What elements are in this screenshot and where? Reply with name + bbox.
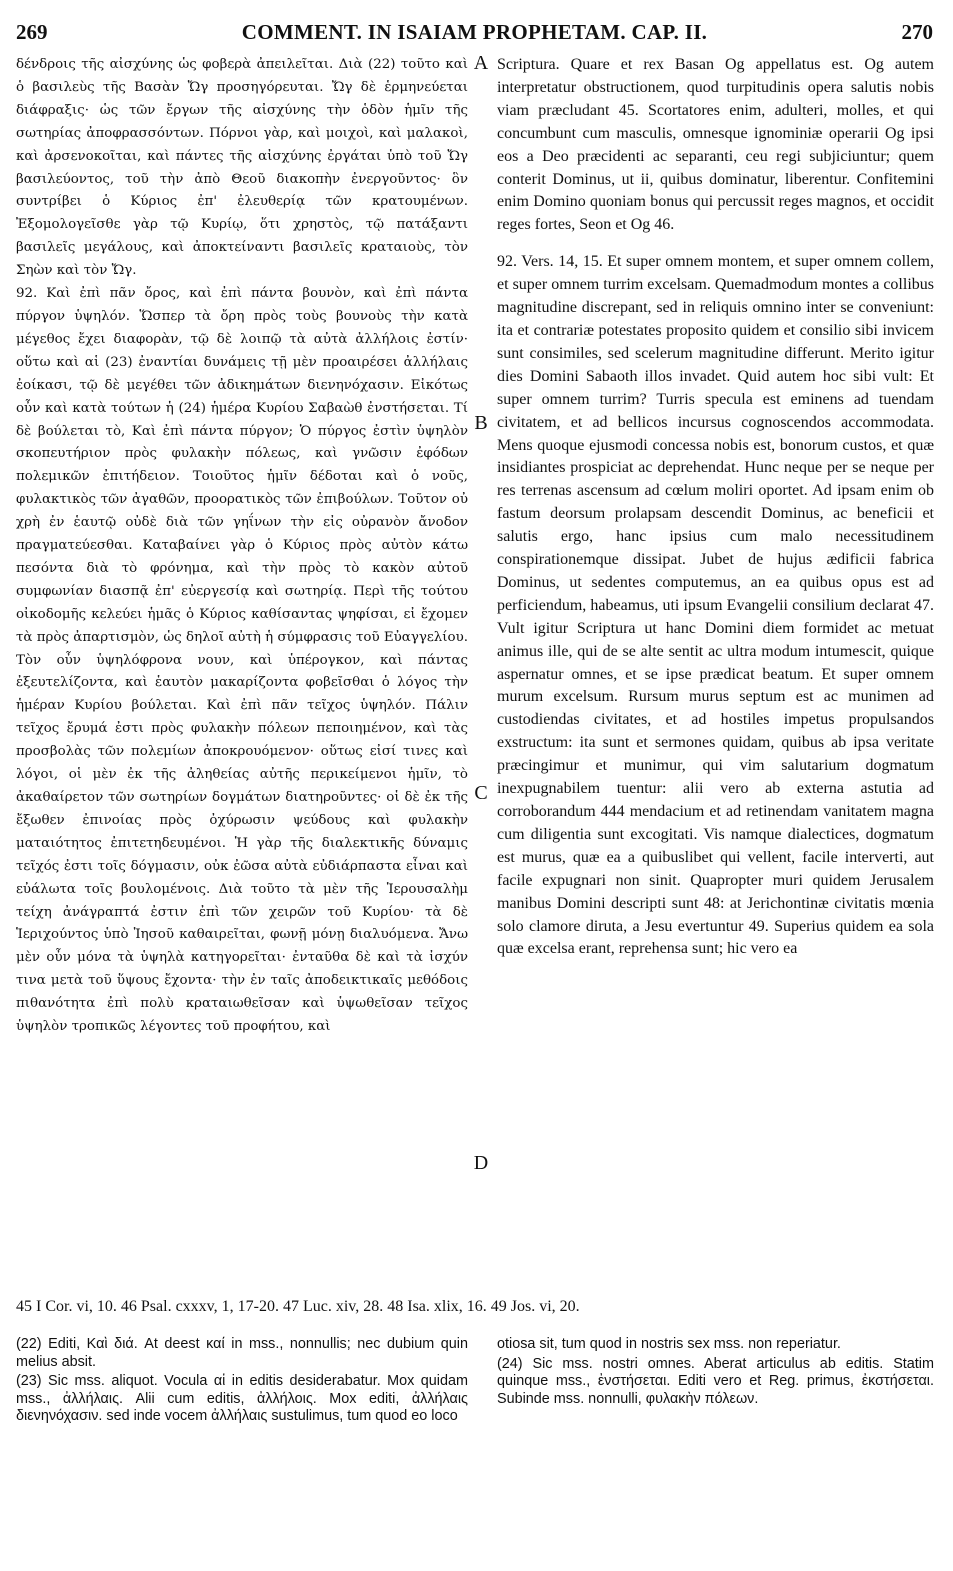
greek-column: [16, 54, 468, 1039]
paragraph-gap: [497, 237, 934, 251]
section-marker-c: C: [474, 782, 488, 804]
page-number-left: 269: [16, 19, 48, 44]
latin-column: [497, 54, 934, 961]
footnote: (24) Sic mss. nostri omnes. Aberat articulus ab editis. Statim quinque mss., ἐνστήσεται. Editi vero et Reg. primus, ἐκστήσεται. Subinde mss. nonnulli, φυλακὴν πόλεων.: [497, 1355, 934, 1407]
section-marker-b: B: [474, 412, 488, 434]
latin-paragraph-1: Scriptura. Quare et rex Basan Og appellatus est. Og autem interpretatur obstructionem, quod turpitudinis opera salutis nobis viam præcludant 45. Scortatores enim, adulteri, molles, et qui concumbunt cum masculis, omnesque ignominiæ operarii Og ipsi eos a Deo præcidenti ac separanti, ceu regi subjiciuntur; quem conterit Dominus, ut ii, quibus dominatur, liberentur. Confitemini enim Domino quoniam bonus qui percussit reges magnos, et occidit reges fortes, Seon et Og 46.: [497, 56, 934, 234]
scripture-references: 45 I Cor. vi, 10. 46 Psal. cxxxv, 1, 17-20. 47 Luc. xiv, 28. 48 Isa. xlix, 16. 49 Jos. vi, 20.: [16, 1298, 580, 1315]
latin-paragraph-2: 92. Vers. 14, 15. Et super omnem montem, et super omnem collem, et super omnem turrim excelsam. Quemadmodum montes a collibus magnitudine discrepant, sed in reliquis omnino inter se conveniunt: ita et contrariæ potestates proposito quidem et consilio sibi invicem sunt consimiles, sed scelerum magnitudine differunt. Merito igitur dies Domini Sabaoth illos invadet. Quid autem hoc sibi vult: Et super omnem turrim? Turris specula est eminens ad tuendam civitatem, et ad bellicos incursus cognoscendos accommodata. Mens quoque ejusmodi concessa nobis est, bonorum custos, et quæ insidiantes prospiciat ac deprehendat. Hunc neque per se neque per res terrenas ascensum ad cœlum moliri oportet. Ad ipsam enim ob fastum deorsum prolapsam descendit Dominus, ac beneficii et salutis ergo, hanc ipsius cum malo necessitudinem conspirationemque dissipat. Jubet de hujus ædificii fabrica Dominus, ut sedentes computemus, an ea quibus opus est ad perficiendum, habeamus, uti ipsum Evangelii consilium declarat 47. Vult igitur Scriptura ut hanc Domini diem formidet ac metuat animus ille, qui de se alte sentit ac ultra modum intumescit, quique aspernatur omnes, et se ipse prædicat beatum. Et super omnem murum excelsum. Rursum murus septum est ac munimen ad custodiendas civitates, et ad hostiles impetus propulsandos exstructum: ita sunt et sermones quidam, quibus ab ipsa veritate præcingimur et munimur, qui vim salutarium dogmatum inexpugnabilem tuentur: alii vero ab externa astutia ad corroborandum 444 mendacium et ad retinendam vanitatem magna cum diligentia sunt excogitati. Vis namque dialectices, dogmatum est murus, quæ ea a quibuslibet qui vellent, facile interverti, aut facile expugnari non sinit. Quapropter muri quidem Jerusalem manibus Domini descripti sunt 48: at Jerichontinæ civitatis mœnia solo clamore diruta, a Jesu evertuntur 49. Superius quidem ea sola quæ excelsa erant, reprehensa sunt; hic vero ea: [497, 253, 934, 958]
footnote: (23) Sic mss. aliquot. Vocula αἱ in editis desiderabatur. Mox quidam mss., ἀλλήλαις. Alii cum editis, ἀλλήλοις. Mox editi, ἀλλήλαις διενηνόχασιν. sed inde vocem ἀλλήλαις sustulimus, tum quod eo loco: [16, 1373, 468, 1424]
footnotes-right: [497, 1336, 934, 1410]
footnotes-left: [16, 1336, 468, 1428]
running-title: COMMENT. IN ISAIAM PROPHETAM. CAP. II.: [241, 19, 708, 44]
section-marker-d: D: [473, 1152, 489, 1174]
running-header: [16, 18, 933, 46]
page-number-right: 270: [901, 19, 933, 44]
greek-paragraph-1: δένδροις τῆς αἰσχύνης ὡς φοβερὰ ἀπειλεῖται. Διὰ (22) τοῦτο καὶ ὁ βασιλεὺς τῆς Βασὰν Ὤγ προσηγόρευται. Ὤγ δὲ ἑρμηνεύεται διάφραξις· ὡς τῶν ἔργων τῆς αἰσχύνης τὴν ὁδὸν ἡμῖν τῆς σωτηρίας ἀποφρασσόντων. Πόρνοι γὰρ, καὶ μοιχοὶ, καὶ μαλακοὶ, καὶ ἀρσενοκοῖται, καὶ πάντες τῆς αἰσχύνης ἐργάται ὑπὸ τοῦ Ὤγ βασιλεύοντος, τοῦ τὴν ἀπὸ Θεοῦ διακοπὴν ἐνεργοῦντος· ὃν συντρίβει ὁ Κύριος ἐπ' ἐλευθερίᾳ τῶν κρατουμένων. Ἐξομολογεῖσθε γὰρ τῷ Κυρίῳ, ὅτι χρηστὸς, τῷ πατάξαντι βασιλεῖς μεγάλους, καὶ ἀποκτείναντι βασιλεῖς κραταιοὺς, τὸν Σηὼν καὶ τὸν Ὤγ.: [16, 57, 468, 279]
footnote: (22) Editi, Καὶ διά. At deest καί in mss., nonnullis; nec dubium quin melius absit.: [16, 1336, 468, 1370]
section-marker-a: A: [473, 52, 489, 74]
footnote: otiosa sit, tum quod in nostris sex mss. non reperiatur.: [497, 1336, 841, 1352]
greek-paragraph-2: 92. Καὶ ἐπὶ πᾶν ὄρος, καὶ ἐπὶ πάντα βουνὸν, καὶ ἐπὶ πάντα πύργον ὑψηλόν. Ὥσπερ τὰ ὄρη πρὸς τοὺς βουνοὺς τὴν κατὰ μέγεθος ἔχει διαφορὰν, τῷ δὲ λοιπῷ τὰ αὐτὰ ἀλλήλοις ἐστίν· οὕτω καὶ αἱ (23) ἐναντίαι δυνάμεις τῇ μὲν προαιρέσει ἀλλήλαις ἐοίκασι, τῷ δὲ μεγέθει τῶν ἀδικημάτων διενηνόχασιν. Εἰκότως οὖν καὶ κατὰ τούτων ἡ (24) ἡμέρα Κυρίου Σαβαὼθ ἐνστήσεται. Τί δὲ βούλεται τὸ, Καὶ ἐπὶ πάντα πύργον; Ὁ πύργος ἐστὶν ὑψηλὸν σκοπευτήριον πρὸς φυλακὴν πόλεως, καὶ γνῶσιν ἐφόδων πολεμικῶν ἐπιτήδειον. Τοιοῦτος ἡμῖν δέδοται καὶ ὁ νοῦς, φυλακτικὸς τῶν ἀγαθῶν, προορατικὸς τῶν ἐπιβούλων. Τοῦτον οὐ χρὴ ἐν ἑαυτῷ οὐδὲ διὰ τῶν γηΐνων τὴν εἰς οὐρανὸν ἄνοδον πραγματεύεσθαι. Καταβαίνει γὰρ ὁ Κύριος πρὸς αὐτὸν κάτω πεσόντα διὰ τὸ φρόνημα, καὶ τὴν πρὸς τὸ κακὸν αὐτοῦ συμφωνίαν διασπᾷ ἐπ' εὐεργεσίᾳ καὶ σωτηρίᾳ. Περὶ τῆς τούτου οἰκοδομῆς κελεύει ἡμᾶς ὁ Κύριος καθίσαντας ψηφίσαι, εἰ ἔχομεν τὰ πρὸς ἀπαρτισμὸν, ὡς δηλοῖ αὐτὴ ἡ σύμφρασις τοῦ Εὐαγγελίου. Τὸν οὖν ὑψηλόφρονα νουν, καὶ ὑπέρογκον, καὶ πάντας ἐξευτελίζοντα, καὶ ἑαυτὸν μακαρίζοντα φοβεῖσθαι ὁ λόγος τὴν ἡμέραν Κυρίου βούλεται. Καὶ ἐπὶ πᾶν τεῖχος ὑψηλόν. Πάλιν τεῖχος ἔρυμά ἐστι πρὸς φυλακὴν πόλεων πεποιημένον, καὶ τὰς προσβολὰς τῶν πολεμίων ἀποκρουόμενον· οὕτως εἰσί τινες καὶ λόγοι, οἱ μὲν ἐκ τῆς ἀληθείας αὐτῆς περικείμενοι ἡμῖν, τὸ ἀκαθαίρετον τῶν σωτηρίων δογμάτων διατηροῦντες· οἱ δὲ ἐκ τῆς ἔξωθεν ἐπινοίας πρὸς ὀχύρωσιν ψεύδους καὶ φυλακὴν ματαιότητος ἐπιτετηδευμένοι. Ἡ γὰρ τῆς διαλεκτικῆς δύναμις τεῖχός ἐστι τοῖς δόγμασιν, οὐκ ἐῶσα αὐτὰ εὐδιάρπαστα εἶναι καὶ εὐάλωτα τοῖς βουλομένοις. Διὰ τοῦτο τὰ μὲν τῆς Ἱερουσαλὴμ τείχη ἀνάγραπτά ἐστιν ἐπὶ τῶν χειρῶν τοῦ Κυρίου· τὰ δὲ Ἱεριχούντος ὑπὸ Ἰησοῦ καθαιρεῖται, φωνῇ μόνῃ διαλυόμενα. Ἄνω μὲν οὖν μόνα τὰ ὑψηλὰ κατηγορεῖται· ἐνταῦθα δὲ καὶ τὰ ἰσχύν τινα μετὰ τοῦ ὕψους ἔχοντα· τὴν ἐν ταῖς ἀποδεικτικαῖς μεθόδοις πιθανότητα ἐπὶ πολὺ κραταιωθεῖσαν καὶ ὑψωθεῖσαν τεῖχος ὑψηλὸν τροπικῶς λέγοντες τοῦ προφήτου, καὶ: [16, 286, 468, 1035]
